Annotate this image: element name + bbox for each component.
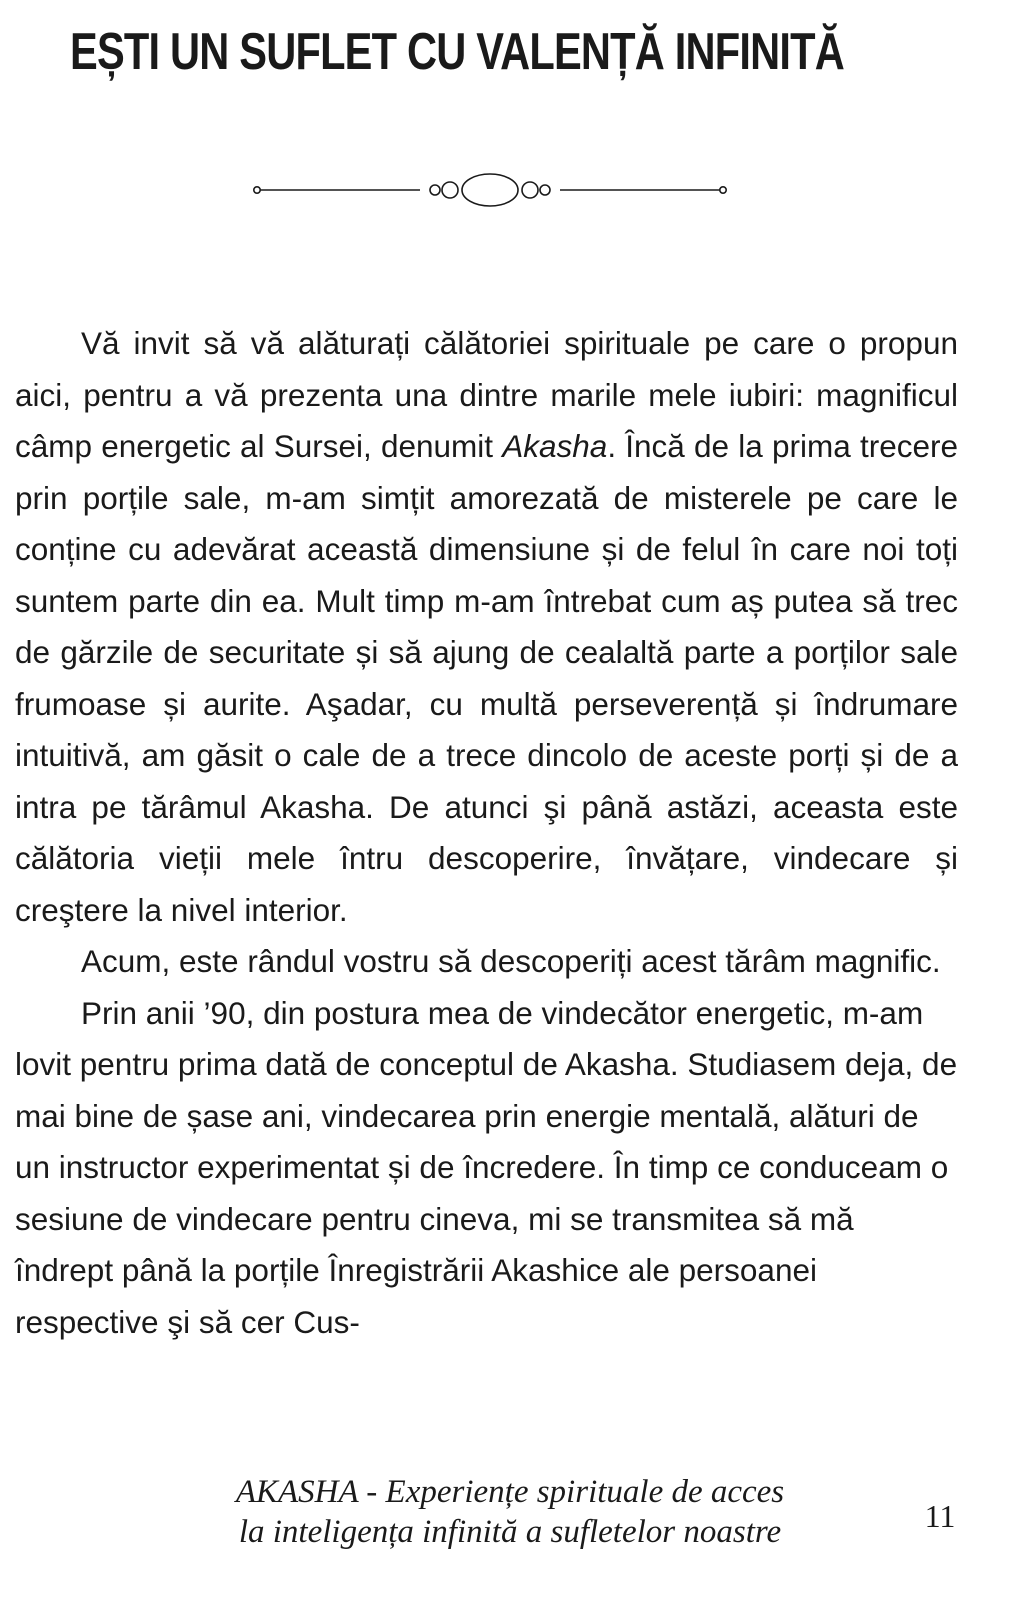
paragraph-text: Vă invit să vă alăturați călătoriei spirituale pe care o propun aici, pentru a vă prezenta una dintre marile mele iubiri: magnificul câmp energetic al Sursei, denumit (15, 325, 958, 464)
page-number: 11 (924, 1498, 956, 1534)
paragraph (15, 318, 958, 936)
paragraph: Prin anii ’90, din postura mea de vindecător energetic, m-am lovit pentru prima dată de conceptul de Akasha. Studiasem deja, de mai bine de șase ani, vindecarea prin energie mentală, alături de un instructor experimentat și de încredere. În timp ce conduceam o sesiune de vindecare pentru cineva, mi se transmitea să mă îndrept până la porțile Înregistrării Akashice ale persoanei respective şi să cer Cus- (15, 994, 958, 1340)
footer-title-line: AKASHA - Experiențe spirituale de acces (235, 1474, 785, 1510)
emphasized-term: Akasha (502, 428, 608, 464)
footer-title-line: la inteligența infinită a sufletelor noastre (238, 1514, 782, 1550)
paragraph: Acum, este rândul vostru să descoperiți acest tărâm magnific. (81, 943, 941, 979)
flourish-divider-icon (250, 170, 730, 210)
chapter-title: EȘTI UN SUFLET CU VALENȚĂ INFINITĂ (70, 23, 844, 81)
paragraph-text: . Încă de la prima trecere prin porțile sale, m-am simțit amorezată de misterele pe care le conține cu adevărat această dimensiune și de felul în care noi toți suntem parte din ea. Mult timp m-am întrebat cum aș putea să trec de gărzile de securitate și să ajung de cealaltă parte a porților sale frumoase și aurite. Aşadar, cu multă perseverență și îndrumare intuitivă, am găsit o cale de a trece dincolo de aceste porți și de a intra pe tărâmul Akasha. De atunci şi până astăzi, aceasta este călătoria vieții mele întru descoperire, învățare, vindecare și creştere la nivel interior. (15, 428, 958, 928)
running-footer-book-title (150, 1472, 870, 1552)
body-text (15, 318, 958, 1348)
